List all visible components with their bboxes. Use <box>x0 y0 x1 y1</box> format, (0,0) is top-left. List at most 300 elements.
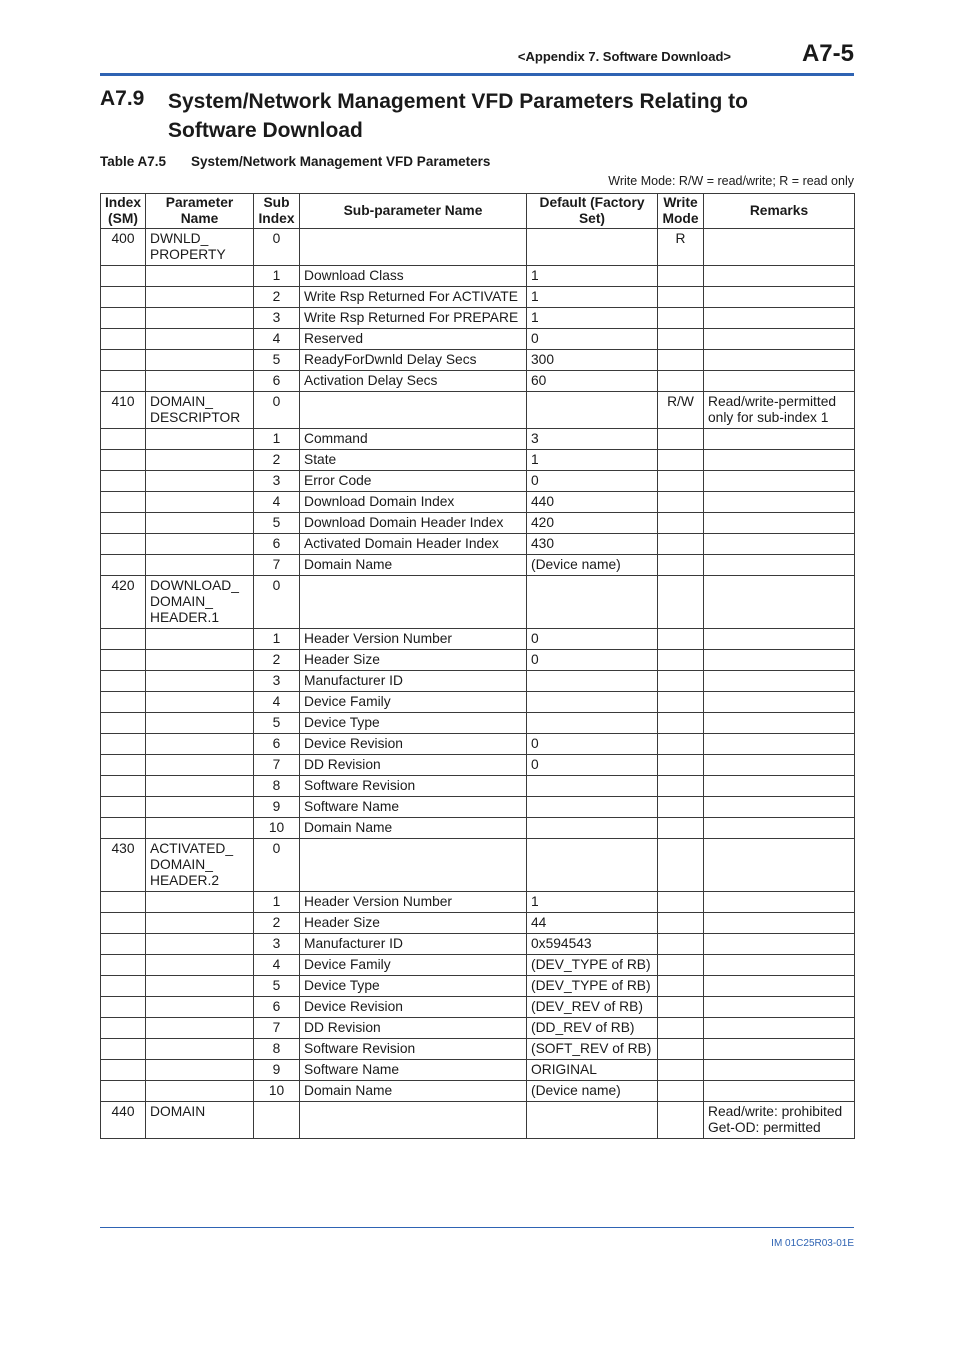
cell-sub-parameter-name: Manufacturer ID <box>300 671 527 692</box>
cell-write-mode <box>658 839 704 892</box>
cell-write-mode <box>658 1039 704 1060</box>
cell-write-mode <box>658 329 704 350</box>
cell-default: 1 <box>527 450 658 471</box>
cell-index <box>101 266 146 287</box>
cell-parameter-name <box>146 976 254 997</box>
cell-sub-parameter-name <box>300 576 527 629</box>
cell-default: 0 <box>527 755 658 776</box>
cell-index: 400 <box>101 229 146 266</box>
cell-remarks <box>704 350 855 371</box>
cell-write-mode <box>658 797 704 818</box>
cell-remarks <box>704 976 855 997</box>
cell-sub-parameter-name: Download Class <box>300 266 527 287</box>
table-row <box>101 650 855 671</box>
cell-remarks <box>704 934 855 955</box>
cell-write-mode <box>658 471 704 492</box>
table-row <box>101 955 855 976</box>
cell-remarks <box>704 1039 855 1060</box>
cell-default: 0 <box>527 471 658 492</box>
table-row <box>101 1060 855 1081</box>
cell-default: 1 <box>527 266 658 287</box>
table-row <box>101 450 855 471</box>
table-title: System/Network Management VFD Parameters <box>191 154 491 169</box>
cell-index <box>101 692 146 713</box>
cell-write-mode <box>658 513 704 534</box>
cell-remarks <box>704 576 855 629</box>
table-label: Table A7.5 <box>100 154 167 169</box>
cell-sub-index: 3 <box>254 308 300 329</box>
cell-remarks: Read/write: prohibited Get-OD: permitted <box>704 1102 855 1139</box>
cell-sub-parameter-name: ReadyForDwnld Delay Secs <box>300 350 527 371</box>
cell-sub-parameter-name <box>300 1102 527 1139</box>
cell-default: (Device name) <box>527 1081 658 1102</box>
cell-remarks <box>704 629 855 650</box>
cell-remarks <box>704 1060 855 1081</box>
cell-default: 44 <box>527 913 658 934</box>
table-row <box>101 976 855 997</box>
cell-sub-parameter-name: Domain Name <box>300 1081 527 1102</box>
table-row <box>101 492 855 513</box>
cell-index <box>101 892 146 913</box>
table-row <box>101 629 855 650</box>
col-header-default: Default (Factory Set) <box>527 194 658 229</box>
cell-write-mode <box>658 892 704 913</box>
cell-sub-parameter-name: Device Revision <box>300 997 527 1018</box>
cell-index <box>101 934 146 955</box>
cell-sub-index: 6 <box>254 734 300 755</box>
cell-remarks <box>704 818 855 839</box>
cell-sub-index: 0 <box>254 229 300 266</box>
cell-write-mode <box>658 1081 704 1102</box>
cell-write-mode <box>658 350 704 371</box>
cell-parameter-name <box>146 755 254 776</box>
cell-sub-index: 6 <box>254 371 300 392</box>
cell-write-mode <box>658 371 704 392</box>
cell-remarks <box>704 329 855 350</box>
cell-sub-index: 2 <box>254 287 300 308</box>
cell-write-mode <box>658 1060 704 1081</box>
cell-sub-index: 7 <box>254 1018 300 1039</box>
table-header-row <box>101 194 855 229</box>
cell-parameter-name <box>146 734 254 755</box>
cell-sub-index: 8 <box>254 1039 300 1060</box>
cell-remarks <box>704 229 855 266</box>
cell-sub-parameter-name: DD Revision <box>300 1018 527 1039</box>
cell-sub-parameter-name: Reserved <box>300 329 527 350</box>
cell-sub-parameter-name: Software Name <box>300 1060 527 1081</box>
cell-index <box>101 371 146 392</box>
cell-parameter-name <box>146 450 254 471</box>
table-row <box>101 797 855 818</box>
cell-write-mode <box>658 450 704 471</box>
cell-default: 430 <box>527 534 658 555</box>
cell-write-mode <box>658 629 704 650</box>
cell-write-mode: R/W <box>658 392 704 429</box>
cell-write-mode <box>658 1102 704 1139</box>
cell-remarks <box>704 913 855 934</box>
table-row <box>101 371 855 392</box>
cell-write-mode <box>658 534 704 555</box>
cell-index <box>101 776 146 797</box>
cell-parameter-name <box>146 818 254 839</box>
cell-remarks <box>704 650 855 671</box>
cell-index <box>101 650 146 671</box>
table-row <box>101 1102 855 1139</box>
table-row <box>101 934 855 955</box>
footer-doc-id: IM 01C25R03-01E <box>771 1238 854 1249</box>
cell-index <box>101 329 146 350</box>
cell-sub-index: 6 <box>254 534 300 555</box>
table-row <box>101 913 855 934</box>
cell-index <box>101 976 146 997</box>
cell-default <box>527 576 658 629</box>
cell-parameter-name <box>146 287 254 308</box>
cell-remarks <box>704 1081 855 1102</box>
cell-parameter-name <box>146 308 254 329</box>
cell-parameter-name <box>146 692 254 713</box>
cell-write-mode <box>658 755 704 776</box>
cell-sub-parameter-name: Domain Name <box>300 818 527 839</box>
cell-index: 410 <box>101 392 146 429</box>
cell-write-mode <box>658 734 704 755</box>
cell-remarks <box>704 555 855 576</box>
cell-default: 300 <box>527 350 658 371</box>
table-row <box>101 576 855 629</box>
table-row <box>101 713 855 734</box>
cell-remarks <box>704 266 855 287</box>
cell-parameter-name <box>146 471 254 492</box>
cell-sub-parameter-name <box>300 839 527 892</box>
write-mode-legend: Write Mode: R/W = read/write; R = read only <box>608 174 854 188</box>
cell-index <box>101 1060 146 1081</box>
cell-default <box>527 692 658 713</box>
cell-default: 60 <box>527 371 658 392</box>
cell-remarks <box>704 429 855 450</box>
cell-sub-index: 5 <box>254 350 300 371</box>
cell-sub-index: 0 <box>254 392 300 429</box>
table-row <box>101 1081 855 1102</box>
cell-remarks <box>704 308 855 329</box>
cell-sub-index: 0 <box>254 576 300 629</box>
cell-remarks <box>704 450 855 471</box>
cell-write-mode <box>658 429 704 450</box>
cell-index <box>101 913 146 934</box>
cell-index <box>101 1039 146 1060</box>
cell-sub-index: 4 <box>254 492 300 513</box>
cell-write-mode: R <box>658 229 704 266</box>
cell-write-mode <box>658 713 704 734</box>
cell-sub-index: 1 <box>254 266 300 287</box>
cell-write-mode <box>658 818 704 839</box>
cell-write-mode <box>658 287 704 308</box>
cell-parameter-name <box>146 797 254 818</box>
table-row <box>101 734 855 755</box>
cell-write-mode <box>658 934 704 955</box>
table-row <box>101 429 855 450</box>
cell-remarks <box>704 1018 855 1039</box>
cell-remarks <box>704 492 855 513</box>
cell-default: 0 <box>527 734 658 755</box>
cell-remarks <box>704 534 855 555</box>
cell-sub-parameter-name: Software Revision <box>300 776 527 797</box>
cell-sub-index: 3 <box>254 671 300 692</box>
cell-write-mode <box>658 308 704 329</box>
cell-default: (SOFT_REV of RB) <box>527 1039 658 1060</box>
cell-remarks <box>704 839 855 892</box>
table-row <box>101 534 855 555</box>
cell-default <box>527 797 658 818</box>
cell-write-mode <box>658 976 704 997</box>
cell-default <box>527 392 658 429</box>
cell-sub-parameter-name: Domain Name <box>300 555 527 576</box>
cell-sub-parameter-name: Command <box>300 429 527 450</box>
cell-default: 420 <box>527 513 658 534</box>
cell-parameter-name <box>146 371 254 392</box>
cell-sub-parameter-name: Device Type <box>300 713 527 734</box>
cell-sub-index: 2 <box>254 913 300 934</box>
cell-default: 1 <box>527 287 658 308</box>
cell-index <box>101 450 146 471</box>
table-row <box>101 555 855 576</box>
cell-sub-parameter-name: Download Domain Header Index <box>300 513 527 534</box>
cell-index <box>101 1018 146 1039</box>
cell-sub-index: 4 <box>254 329 300 350</box>
cell-index: 430 <box>101 839 146 892</box>
cell-write-mode <box>658 776 704 797</box>
section-title: System/Network Management VFD Parameters Relating to Software Download <box>168 90 749 142</box>
cell-index <box>101 671 146 692</box>
cell-write-mode <box>658 266 704 287</box>
cell-parameter-name <box>146 1060 254 1081</box>
cell-remarks <box>704 713 855 734</box>
cell-parameter-name <box>146 350 254 371</box>
cell-parameter-name <box>146 555 254 576</box>
cell-write-mode <box>658 492 704 513</box>
cell-sub-parameter-name: DD Revision <box>300 755 527 776</box>
cell-sub-parameter-name: Activation Delay Secs <box>300 371 527 392</box>
cell-parameter-name: DOMAIN_ DESCRIPTOR <box>146 392 254 429</box>
cell-index <box>101 734 146 755</box>
cell-write-mode <box>658 913 704 934</box>
cell-default: 0 <box>527 629 658 650</box>
cell-index: 420 <box>101 576 146 629</box>
cell-remarks <box>704 513 855 534</box>
cell-default <box>527 671 658 692</box>
cell-default: (DEV_TYPE of RB) <box>527 976 658 997</box>
table-row <box>101 818 855 839</box>
cell-index <box>101 471 146 492</box>
cell-sub-parameter-name: Device Family <box>300 692 527 713</box>
cell-index <box>101 513 146 534</box>
table-row <box>101 392 855 429</box>
table-row <box>101 1039 855 1060</box>
cell-sub-parameter-name: Header Version Number <box>300 892 527 913</box>
table-row <box>101 308 855 329</box>
cell-parameter-name <box>146 913 254 934</box>
cell-index <box>101 755 146 776</box>
cell-parameter-name <box>146 266 254 287</box>
cell-sub-parameter-name: Device Family <box>300 955 527 976</box>
cell-remarks <box>704 997 855 1018</box>
cell-write-mode <box>658 650 704 671</box>
cell-sub-index: 3 <box>254 934 300 955</box>
cell-sub-index: 4 <box>254 692 300 713</box>
cell-parameter-name <box>146 513 254 534</box>
section-number: A7.9 <box>100 87 145 110</box>
table-row <box>101 266 855 287</box>
cell-sub-index: 1 <box>254 892 300 913</box>
cell-parameter-name <box>146 713 254 734</box>
cell-remarks <box>704 371 855 392</box>
cell-sub-index: 1 <box>254 429 300 450</box>
cell-index <box>101 308 146 329</box>
footer-rule <box>100 1227 854 1228</box>
col-header-sub-index: Sub Index <box>254 194 300 229</box>
cell-index <box>101 555 146 576</box>
table-row <box>101 671 855 692</box>
cell-sub-parameter-name: Header Version Number <box>300 629 527 650</box>
cell-index <box>101 713 146 734</box>
cell-parameter-name: ACTIVATED_ DOMAIN_ HEADER.2 <box>146 839 254 892</box>
cell-remarks <box>704 955 855 976</box>
cell-parameter-name <box>146 955 254 976</box>
cell-sub-index: 9 <box>254 1060 300 1081</box>
cell-sub-index: 5 <box>254 513 300 534</box>
cell-sub-parameter-name <box>300 229 527 266</box>
table-row <box>101 329 855 350</box>
cell-parameter-name <box>146 1039 254 1060</box>
cell-index <box>101 955 146 976</box>
cell-sub-index: 2 <box>254 450 300 471</box>
cell-index <box>101 629 146 650</box>
cell-parameter-name <box>146 650 254 671</box>
table-row <box>101 1018 855 1039</box>
cell-index <box>101 1081 146 1102</box>
cell-remarks <box>704 892 855 913</box>
cell-remarks <box>704 671 855 692</box>
table-row <box>101 692 855 713</box>
cell-sub-parameter-name: Write Rsp Returned For ACTIVATE <box>300 287 527 308</box>
cell-sub-parameter-name: Device Type <box>300 976 527 997</box>
cell-sub-parameter-name: State <box>300 450 527 471</box>
cell-default: ORIGINAL <box>527 1060 658 1081</box>
cell-write-mode <box>658 671 704 692</box>
cell-sub-parameter-name: Download Domain Index <box>300 492 527 513</box>
cell-parameter-name <box>146 671 254 692</box>
table-row <box>101 471 855 492</box>
cell-parameter-name <box>146 997 254 1018</box>
cell-sub-parameter-name: Manufacturer ID <box>300 934 527 955</box>
table-row <box>101 776 855 797</box>
cell-remarks <box>704 287 855 308</box>
cell-sub-parameter-name: Write Rsp Returned For PREPARE <box>300 308 527 329</box>
cell-parameter-name <box>146 776 254 797</box>
table-row <box>101 997 855 1018</box>
cell-default <box>527 1102 658 1139</box>
cell-sub-index: 7 <box>254 755 300 776</box>
cell-index <box>101 492 146 513</box>
cell-sub-index: 3 <box>254 471 300 492</box>
cell-sub-parameter-name: Header Size <box>300 650 527 671</box>
cell-default: (DD_REV of RB) <box>527 1018 658 1039</box>
cell-default: 3 <box>527 429 658 450</box>
cell-parameter-name <box>146 329 254 350</box>
cell-parameter-name <box>146 1018 254 1039</box>
cell-write-mode <box>658 997 704 1018</box>
cell-default: 0 <box>527 650 658 671</box>
cell-sub-parameter-name: Software Revision <box>300 1039 527 1060</box>
cell-remarks <box>704 734 855 755</box>
cell-parameter-name <box>146 429 254 450</box>
cell-index <box>101 350 146 371</box>
cell-sub-parameter-name: Activated Domain Header Index <box>300 534 527 555</box>
cell-remarks <box>704 797 855 818</box>
cell-sub-index: 5 <box>254 713 300 734</box>
cell-remarks: Read/write-permitted only for sub-index 1 <box>704 392 855 429</box>
table-row <box>101 839 855 892</box>
cell-remarks <box>704 776 855 797</box>
cell-sub-index: 0 <box>254 839 300 892</box>
cell-parameter-name <box>146 629 254 650</box>
cell-parameter-name <box>146 934 254 955</box>
cell-write-mode <box>658 576 704 629</box>
table-row <box>101 755 855 776</box>
col-header-parameter-name: Parameter Name <box>146 194 254 229</box>
cell-parameter-name: DWNLD_ PROPERTY <box>146 229 254 266</box>
col-header-write-mode: Write Mode <box>658 194 704 229</box>
cell-sub-index: 7 <box>254 555 300 576</box>
cell-default <box>527 229 658 266</box>
cell-sub-parameter-name: Error Code <box>300 471 527 492</box>
cell-parameter-name: DOMAIN <box>146 1102 254 1139</box>
cell-sub-index: 2 <box>254 650 300 671</box>
table-row <box>101 287 855 308</box>
cell-parameter-name <box>146 492 254 513</box>
cell-sub-parameter-name: Device Revision <box>300 734 527 755</box>
cell-write-mode <box>658 692 704 713</box>
cell-default <box>527 713 658 734</box>
cell-sub-index: 4 <box>254 955 300 976</box>
table-row <box>101 350 855 371</box>
cell-default: 0 <box>527 329 658 350</box>
header-section-ref: <Appendix 7. Software Download> <box>517 49 731 64</box>
cell-default: 1 <box>527 308 658 329</box>
cell-default <box>527 839 658 892</box>
col-header-index: Index (SM) <box>101 194 146 229</box>
cell-sub-index <box>254 1102 300 1139</box>
cell-index <box>101 429 146 450</box>
table-row <box>101 229 855 266</box>
cell-remarks <box>704 471 855 492</box>
cell-sub-index: 5 <box>254 976 300 997</box>
cell-default <box>527 776 658 797</box>
cell-remarks <box>704 755 855 776</box>
cell-sub-index: 6 <box>254 997 300 1018</box>
cell-index <box>101 534 146 555</box>
cell-write-mode <box>658 1018 704 1039</box>
table-caption <box>100 154 491 169</box>
table-row <box>101 892 855 913</box>
cell-remarks <box>704 692 855 713</box>
cell-parameter-name <box>146 892 254 913</box>
cell-sub-parameter-name <box>300 392 527 429</box>
cell-sub-index: 1 <box>254 629 300 650</box>
cell-sub-index: 10 <box>254 818 300 839</box>
cell-sub-parameter-name: Header Size <box>300 913 527 934</box>
cell-write-mode <box>658 555 704 576</box>
cell-default: 1 <box>527 892 658 913</box>
cell-parameter-name: DOWNLOAD_ DOMAIN_ HEADER.1 <box>146 576 254 629</box>
